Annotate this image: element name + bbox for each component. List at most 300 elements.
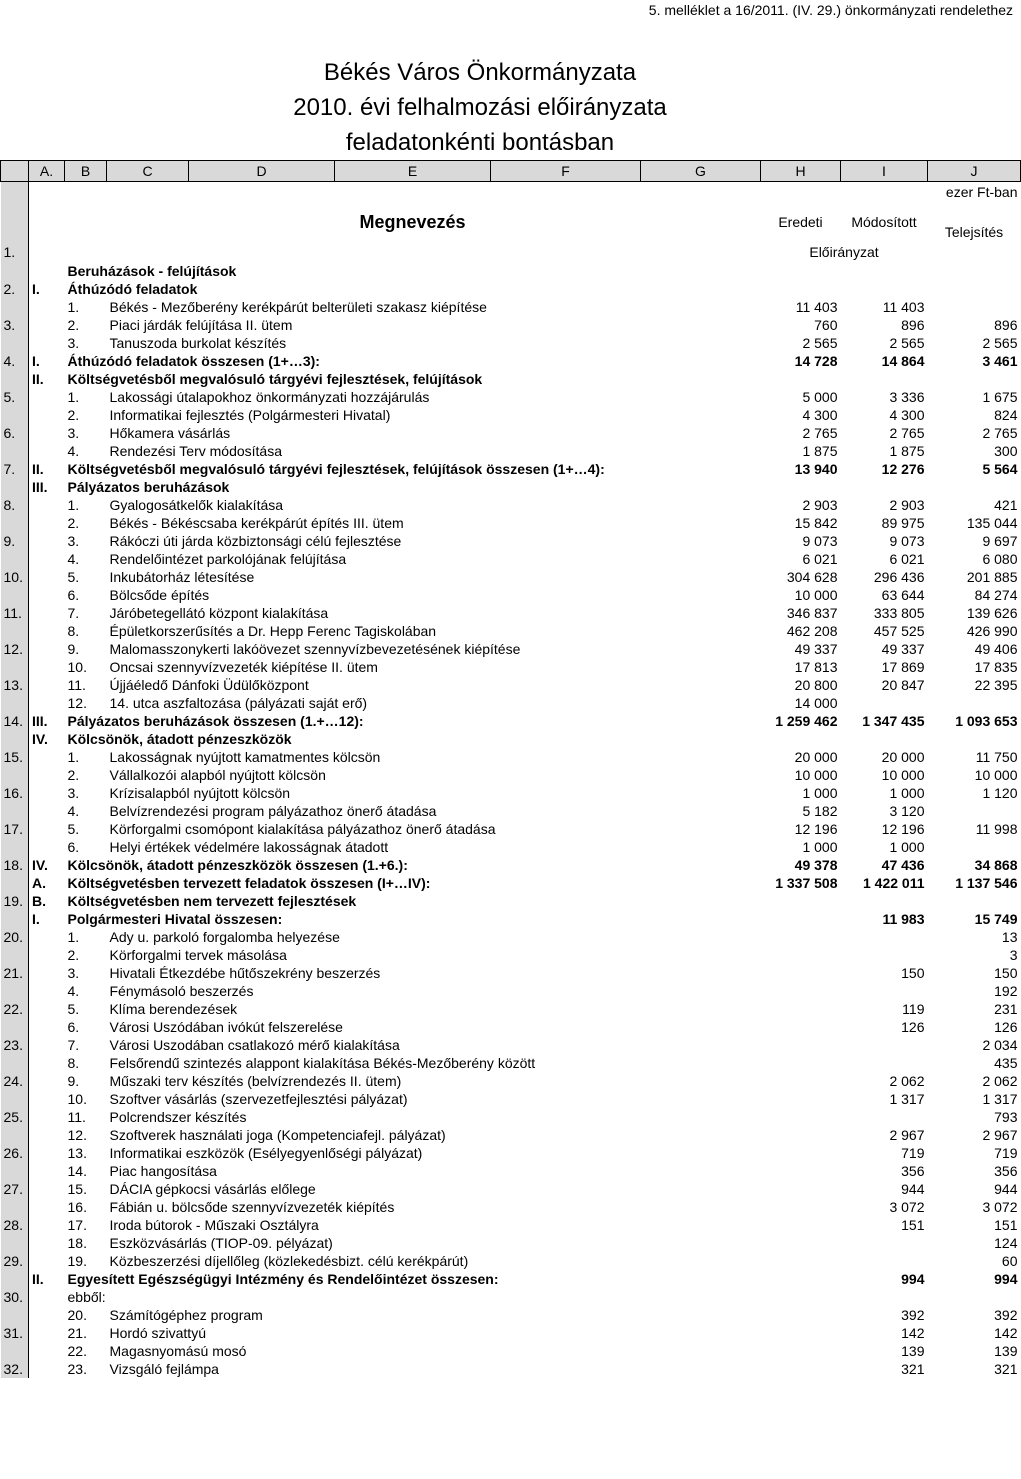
col-letter: F (491, 161, 641, 182)
section-code (29, 568, 65, 586)
row-number: 1. (1, 242, 29, 262)
value-eredeti: 346 837 (786, 605, 838, 621)
item-name: Piac hangosítása (109, 1163, 217, 1179)
value-teljesites (928, 1288, 1021, 1306)
value-teljesites: 426 990 (966, 623, 1018, 639)
table-row (1, 316, 1021, 334)
section-code (29, 928, 65, 946)
table-row (1, 460, 1021, 478)
item-name: Épületkorszerűsítés a Dr. Hepp Ferenc Tagiskolában (109, 623, 437, 639)
value-eredeti (761, 1090, 841, 1108)
title-line-1: Békés Város Önkormányzata (323, 59, 637, 86)
item-number: 4. (67, 803, 80, 819)
item-name: Oncsai szennyvízvezeték kiépítése II. ütem (109, 659, 378, 675)
row-number (1, 1198, 29, 1216)
table-row (1, 892, 1021, 910)
item-name: Informatikai fejlesztés (Polgármesteri Hivatal) (109, 407, 391, 423)
row-number: 7. (1, 460, 29, 478)
item-name: Rákóczi úti járda közbiztonsági célú fejlesztése (109, 533, 402, 549)
value-eredeti (761, 1306, 841, 1324)
col-letter: J (928, 161, 1021, 182)
item-number: 6. (67, 587, 80, 603)
item-number: 9. (67, 1073, 80, 1089)
value-teljesites: 126 (994, 1019, 1018, 1035)
value-modositott (841, 280, 928, 298)
section-code: III. (32, 479, 48, 495)
row-number: 15. (1, 748, 29, 766)
value-eredeti (761, 946, 841, 964)
value-eredeti (761, 1270, 841, 1288)
value-modositott (841, 262, 928, 280)
table-row (1, 856, 1021, 874)
section-code (29, 406, 65, 424)
section-code (29, 694, 65, 712)
value-modositott: 4 300 (889, 407, 925, 423)
section-code (29, 820, 65, 838)
value-eredeti: 49 337 (794, 641, 838, 657)
item-number: 13. (67, 1145, 87, 1161)
section-code (29, 424, 65, 442)
row-number (1, 514, 29, 532)
value-teljesites: 13 (1001, 929, 1018, 945)
value-teljesites: 1 093 653 (955, 713, 1018, 729)
section-code (29, 622, 65, 640)
row-number (1, 658, 29, 676)
table-row (1, 352, 1021, 370)
item-name: Városi Uszódában ivókút felszerelése (109, 1019, 343, 1035)
row-number: 23. (1, 1036, 29, 1054)
value-teljesites (928, 280, 1021, 298)
item-name: Vizsgáló fejlámpa (109, 1361, 219, 1377)
value-teljesites (928, 262, 1021, 280)
item-number: 1. (67, 389, 80, 405)
value-modositott: 119 (902, 1001, 925, 1017)
value-modositott: 12 196 (881, 821, 925, 837)
row-number: 19. (1, 892, 29, 910)
value-teljesites: 49 406 (974, 641, 1018, 657)
item-name: ebből: (67, 1289, 106, 1305)
table-row (1, 334, 1021, 352)
value-modositott: 14 864 (881, 353, 925, 369)
table-row (1, 784, 1021, 802)
row-number: 29. (1, 1252, 29, 1270)
row-number (1, 838, 29, 856)
table-row (1, 1234, 1021, 1252)
item-number: 1. (67, 497, 80, 513)
value-modositott: 20 847 (881, 677, 925, 693)
item-name: Lakossági útalapokhoz önkormányzati hozzájárulás (109, 389, 430, 405)
item-name: Költségvetésből megvalósuló tárgyévi fejlesztések, felújítások összesen (1+…4): (67, 461, 605, 477)
value-modositott: 11 983 (882, 911, 925, 927)
item-name: Lakosságnak nyújtott kamatmentes kölcsön (109, 749, 381, 765)
item-number: 1. (67, 929, 80, 945)
value-teljesites: 896 (994, 317, 1018, 333)
table-row (1, 424, 1021, 442)
value-teljesites: 2 034 (982, 1037, 1018, 1053)
value-eredeti: 6 021 (802, 551, 838, 567)
item-number: 2. (67, 947, 80, 963)
table-row (1, 298, 1021, 316)
section-code (29, 442, 65, 460)
row-number (1, 766, 29, 784)
value-modositott: 10 000 (881, 767, 925, 783)
value-teljesites: 11 750 (975, 749, 1018, 765)
value-eredeti: 304 628 (786, 569, 838, 585)
table-row (1, 1306, 1021, 1324)
item-name: Költségvetésből megvalósuló tárgyévi fejlesztések, felújítások (67, 371, 483, 387)
section-code (29, 838, 65, 856)
section-code (29, 316, 65, 334)
value-eredeti: 9 073 (802, 533, 838, 549)
row-number: 5. (1, 388, 29, 406)
item-number: 6. (67, 839, 80, 855)
table-row (1, 1216, 1021, 1234)
table-row (1, 1000, 1021, 1018)
value-teljesites: 11 998 (975, 821, 1018, 837)
item-number: 16. (67, 1199, 87, 1215)
value-teljesites: 60 (1001, 1253, 1018, 1269)
table-row (1, 1090, 1021, 1108)
table-row (1, 586, 1021, 604)
item-number: 9. (67, 641, 80, 657)
value-modositott: 142 (901, 1325, 925, 1341)
value-eredeti: 1 875 (802, 443, 838, 459)
value-eredeti: 2 765 (802, 425, 838, 441)
value-teljesites: 356 (994, 1163, 1018, 1179)
value-eredeti (761, 1360, 841, 1378)
value-modositott: 63 644 (881, 587, 925, 603)
item-number: 10. (67, 659, 87, 675)
item-name: Eszközvásárlás (TIOP-09. pélyázat) (109, 1235, 333, 1251)
item-name: Áthúzódó feladatok (67, 281, 198, 297)
value-modositott (841, 982, 928, 1000)
header-megnevezes: Megnevezés (359, 212, 466, 232)
value-modositott: 2 765 (889, 425, 925, 441)
item-number: 10. (67, 1091, 87, 1107)
value-teljesites: 135 044 (966, 515, 1018, 531)
column-letters-row (1, 161, 1021, 182)
value-modositott (841, 478, 928, 496)
value-teljesites: 1 675 (982, 389, 1018, 405)
value-teljesites: 151 (994, 1217, 1018, 1233)
table-row (1, 748, 1021, 766)
item-name: Tanuszoda burkolat készítés (109, 335, 287, 351)
table-row (1, 1342, 1021, 1360)
value-eredeti (761, 910, 841, 928)
row-number (1, 1090, 29, 1108)
section-code (29, 388, 65, 406)
section-code (29, 514, 65, 532)
value-eredeti: 13 940 (794, 461, 838, 477)
value-modositott: 944 (901, 1181, 925, 1197)
value-teljesites (928, 694, 1021, 712)
value-eredeti (761, 1072, 841, 1090)
col-letter: I (841, 161, 928, 182)
row-number (1, 262, 29, 280)
section-code: II. (32, 1271, 44, 1287)
item-number: 5. (67, 569, 80, 585)
section-code (29, 1306, 65, 1324)
row-number: 2. (1, 280, 29, 298)
item-name: Polcrendszer készítés (109, 1109, 247, 1125)
title-line-2: 2010. évi felhalmozási előirányzata (293, 94, 667, 121)
row-number: 17. (1, 820, 29, 838)
value-eredeti (761, 1144, 841, 1162)
section-code (29, 550, 65, 568)
section-code (29, 766, 65, 784)
value-eredeti (761, 1054, 841, 1072)
row-number (1, 1018, 29, 1036)
section-code (29, 604, 65, 622)
table-row (1, 1198, 1021, 1216)
value-modositott (841, 694, 928, 712)
row-number: 21. (1, 964, 29, 982)
value-eredeti: 5 000 (802, 389, 838, 405)
value-eredeti (761, 478, 841, 496)
table-row (1, 478, 1021, 496)
item-name: Újjáéledő Dánfoki Üdülőközpont (109, 677, 309, 693)
row-number (1, 298, 29, 316)
section-code (29, 1360, 65, 1378)
table-row (1, 550, 1021, 568)
value-teljesites (928, 478, 1021, 496)
item-name: Fénymásoló beszerzés (109, 983, 254, 999)
value-eredeti: 11 403 (795, 299, 838, 315)
value-teljesites: 192 (994, 983, 1018, 999)
row-number: 6. (1, 424, 29, 442)
section-code (29, 586, 65, 604)
value-modositott: 333 805 (873, 605, 925, 621)
value-teljesites: 139 626 (966, 605, 1018, 621)
value-modositott (841, 1288, 928, 1306)
item-number: 18. (67, 1235, 87, 1251)
item-name: Békés - Békéscsaba kerékpárút építés III. ütem (109, 515, 404, 531)
section-code (29, 1198, 65, 1216)
item-number: 17. (67, 1217, 87, 1233)
header-eredeti: Eredeti (778, 214, 823, 230)
header-row (1, 202, 1021, 222)
table-row (1, 280, 1021, 298)
row-number (1, 334, 29, 352)
section-code (29, 1252, 65, 1270)
value-eredeti (761, 928, 841, 946)
row-number (1, 1342, 29, 1360)
value-eredeti: 20 800 (794, 677, 838, 693)
value-teljesites: 22 395 (974, 677, 1018, 693)
item-name: Szoftverek használati joga (Kompetenciafejl. pályázat) (109, 1127, 446, 1143)
item-name: DÁCIA gépkocsi vásárlás előlege (109, 1181, 316, 1197)
row-number (1, 478, 29, 496)
row-number (1, 946, 29, 964)
row-number (1, 550, 29, 568)
value-teljesites: 142 (994, 1325, 1018, 1341)
value-teljesites: 150 (994, 965, 1018, 981)
item-number: 2. (67, 767, 80, 783)
item-number: 3. (67, 785, 80, 801)
unit-row (1, 182, 1021, 203)
table-row (1, 874, 1021, 892)
item-name: Kölcsönök, átadott pénzeszközök összesen (1.+6.): (67, 857, 408, 873)
col-letter: E (335, 161, 491, 182)
value-eredeti (761, 1252, 841, 1270)
value-eredeti (761, 1288, 841, 1306)
value-teljesites: 719 (994, 1145, 1018, 1161)
table-row (1, 1018, 1021, 1036)
item-name: Magasnyomású mosó (109, 1343, 247, 1359)
item-name: Hordó szivattyú (109, 1325, 206, 1341)
item-number: 11. (67, 677, 86, 693)
value-eredeti (761, 1162, 841, 1180)
value-teljesites: 139 (994, 1343, 1018, 1359)
section-code (29, 262, 65, 280)
value-eredeti (761, 1198, 841, 1216)
table-row (1, 1144, 1021, 1162)
value-eredeti (761, 1234, 841, 1252)
value-modositott: 151 (901, 1217, 925, 1233)
value-modositott: 719 (901, 1145, 925, 1161)
value-modositott: 17 869 (881, 659, 925, 675)
header-eloiranyzat: Előirányzat (809, 244, 879, 260)
value-teljesites: 15 749 (974, 911, 1018, 927)
item-name: Piaci járdák felújítása II. ütem (109, 317, 293, 333)
item-name: Békés - Mezőberény kerékpárút belterületi szakasz kiépítése (109, 299, 487, 315)
value-teljesites: 1 120 (982, 785, 1018, 801)
value-modositott: 3 120 (889, 803, 925, 819)
section-code (29, 1072, 65, 1090)
section-code (29, 640, 65, 658)
value-eredeti (761, 1324, 841, 1342)
value-eredeti: 14 728 (794, 353, 838, 369)
section-code (29, 532, 65, 550)
value-modositott: 1 875 (889, 443, 925, 459)
value-teljesites: 231 (994, 1001, 1018, 1017)
value-teljesites: 201 885 (966, 569, 1018, 585)
item-number: 7. (67, 1037, 80, 1053)
table-row (1, 694, 1021, 712)
value-eredeti: 12 196 (794, 821, 838, 837)
value-modositott: 3 336 (889, 389, 925, 405)
item-number: 20. (67, 1307, 87, 1323)
value-modositott: 1 000 (889, 839, 925, 855)
table-row (1, 1324, 1021, 1342)
section-code (29, 1000, 65, 1018)
row-number: 10. (1, 568, 29, 586)
section-code (29, 676, 65, 694)
value-modositott: 49 337 (881, 641, 925, 657)
value-teljesites: 3 461 (982, 353, 1018, 369)
item-number: 8. (67, 623, 80, 639)
value-eredeti: 1 259 462 (775, 713, 838, 729)
table-row (1, 712, 1021, 730)
value-modositott (841, 370, 928, 388)
table-row (1, 1108, 1021, 1126)
item-name: Helyi értékek védelmére lakosságnak átadott (109, 839, 389, 855)
row-number: 16. (1, 784, 29, 802)
table-row (1, 406, 1021, 424)
unit-label: ezer Ft-ban (945, 184, 1018, 200)
value-teljesites (928, 298, 1021, 316)
value-teljesites: 2 565 (982, 335, 1018, 351)
item-number: 12. (67, 1127, 87, 1143)
col-letter: B (65, 161, 107, 182)
title-line-3: feladatonkénti bontásban (345, 129, 615, 156)
value-eredeti: 462 208 (786, 623, 838, 639)
value-modositott: 3 072 (889, 1199, 925, 1215)
value-modositott: 12 276 (881, 461, 925, 477)
value-modositott: 356 (901, 1163, 925, 1179)
item-name: Egyesített Egészségügyi Intézmény és Rendelőintézet összesen: (67, 1271, 499, 1287)
section-code: IV. (32, 857, 48, 873)
value-modositott: 1 317 (889, 1091, 925, 1107)
row-number (1, 406, 29, 424)
table-row (1, 442, 1021, 460)
appropriation-table (0, 160, 1018, 1378)
table-row (1, 1270, 1021, 1288)
item-name: Ady u. parkoló forgalomba helyezése (109, 929, 340, 945)
value-eredeti (761, 892, 841, 910)
value-modositott: 296 436 (873, 569, 925, 585)
section-code: I. (32, 353, 40, 369)
item-name: Közbeszerzési díjellőleg (közlekedésbizt. célú kerékpárút) (109, 1253, 469, 1269)
item-number: 4. (67, 983, 80, 999)
value-teljesites: 9 697 (982, 533, 1018, 549)
value-eredeti (761, 1216, 841, 1234)
value-modositott: 457 525 (873, 623, 925, 639)
value-eredeti: 20 000 (794, 749, 838, 765)
table-row (1, 496, 1021, 514)
col-letter: D (189, 161, 335, 182)
table-row (1, 262, 1021, 280)
table-row (1, 1180, 1021, 1198)
value-eredeti (761, 1036, 841, 1054)
item-name: Polgármesteri Hivatal összesen: (67, 911, 283, 927)
row-number: 3. (1, 316, 29, 334)
value-eredeti (761, 370, 841, 388)
value-eredeti (761, 1126, 841, 1144)
item-number: 3. (67, 533, 80, 549)
item-number: 21. (67, 1325, 87, 1341)
value-modositott: 994 (901, 1271, 925, 1287)
section-code (29, 1126, 65, 1144)
value-eredeti (761, 1018, 841, 1036)
row-number: 8. (1, 496, 29, 514)
item-number: 4. (67, 443, 80, 459)
value-modositott: 1 422 011 (862, 875, 925, 891)
table-row (1, 838, 1021, 856)
item-number: 23. (67, 1361, 87, 1377)
value-teljesites: 435 (994, 1055, 1018, 1071)
row-number: 9. (1, 532, 29, 550)
value-modositott: 2 062 (889, 1073, 925, 1089)
item-number: 14. (67, 1163, 87, 1179)
item-name: Krízisalapból nyújtott kölcsön (109, 785, 291, 801)
item-name: Informatikai eszközök (Esélyegyenlőségi pályázat) (109, 1145, 423, 1161)
table-row (1, 388, 1021, 406)
table-row (1, 1162, 1021, 1180)
item-name: Városi Uszodában csatlakozó mérő kialakítása (109, 1037, 400, 1053)
value-eredeti: 10 000 (794, 767, 838, 783)
item-number: 15. (67, 1181, 87, 1197)
item-number: 2. (67, 515, 80, 531)
section-code (29, 334, 65, 352)
value-modositott: 89 975 (881, 515, 925, 531)
item-number: 1. (67, 749, 80, 765)
section-code: IV. (32, 731, 48, 747)
value-eredeti: 1 000 (802, 785, 838, 801)
item-number: 2. (67, 317, 80, 333)
section-code (29, 784, 65, 802)
section-code: II. (32, 461, 44, 477)
